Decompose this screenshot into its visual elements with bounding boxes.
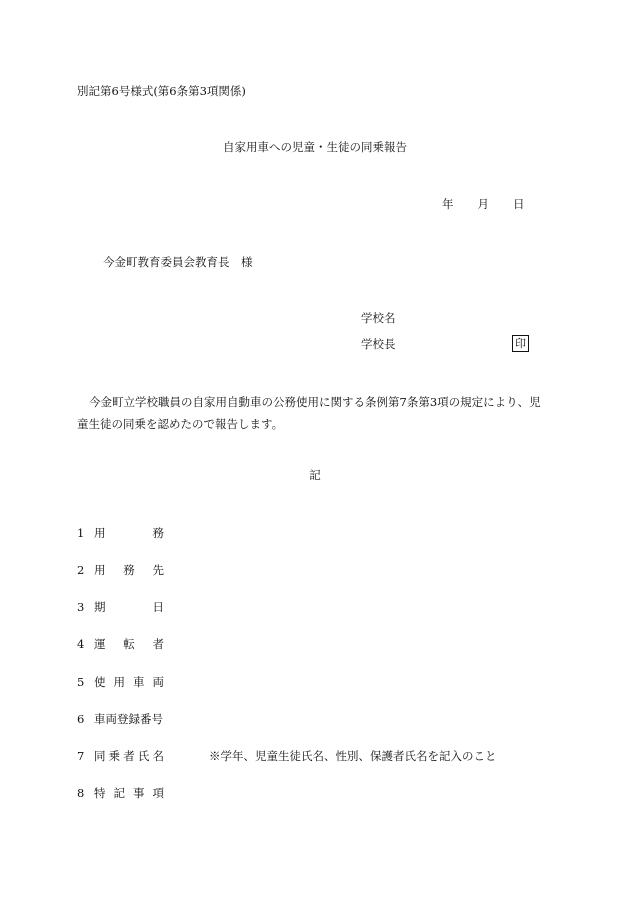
item-label-tokkijikou <box>94 786 164 802</box>
date-month-label: 月 <box>477 197 489 211</box>
label-char: 名 <box>152 749 164 763</box>
item-label-shiyousharyou <box>94 675 164 691</box>
date-year-label: 年 <box>442 197 454 211</box>
label-char: 転 <box>123 637 135 651</box>
item-label-youmu <box>94 526 164 542</box>
item-number: 1 <box>77 526 85 540</box>
item-label-kijitsu <box>94 600 164 616</box>
label-char: 用 <box>94 563 106 577</box>
label-char: 項 <box>152 786 164 800</box>
item-number: 3 <box>77 600 85 614</box>
label-char: 乗 <box>108 749 121 763</box>
label-char: 期 <box>94 600 106 614</box>
item-number: 7 <box>77 749 85 763</box>
item-number: 2 <box>77 563 85 577</box>
school-name-label: 学校名 <box>361 311 396 325</box>
label-char: 日 <box>152 600 164 614</box>
item-label-doujousha-shimei <box>94 749 164 765</box>
label-char: 用 <box>94 526 106 540</box>
report-body-text: 今金町立学校職員の自家用自動車の公務使用に関する条例第7条第3項の規定により、児童生徒の同乗を認めたので報告します。 <box>77 395 541 431</box>
label-char: 事 <box>133 786 145 800</box>
item-number: 4 <box>77 637 85 651</box>
date-day-label: 日 <box>513 197 525 211</box>
label-char: 特 <box>94 786 106 800</box>
item-label-youmusaki <box>94 563 164 579</box>
label-char: 両 <box>152 675 164 689</box>
label-char: 運 <box>94 637 106 651</box>
label-char: 車 <box>133 675 145 689</box>
item-number: 6 <box>77 712 85 726</box>
item-number: 5 <box>77 675 85 689</box>
label-char: 者 <box>123 749 135 763</box>
item-note: ※学年、児童生徒氏名、性別、保護者氏名を記入のこと <box>209 749 497 763</box>
date-line <box>442 197 525 213</box>
label-char: 務 <box>152 526 164 540</box>
label-char: 務 <box>123 563 135 577</box>
document-title: 自家用車への児童・生徒の同乗報告 <box>223 140 407 154</box>
label-char: 者 <box>152 637 164 651</box>
ki-heading: 記 <box>309 468 321 482</box>
seal-mark: 印 <box>512 335 529 352</box>
label-char: 先 <box>152 563 164 577</box>
addressee: 今金町教育委員会教育長 様 <box>103 255 253 269</box>
item-label-untensha <box>94 637 164 653</box>
form-number: 別記第6号様式(第6条第3項関係) <box>77 84 246 98</box>
label-char: 氏 <box>137 749 150 763</box>
item-number: 8 <box>77 786 85 800</box>
label-char: 同 <box>94 749 106 763</box>
principal-label: 学校長 <box>361 337 396 351</box>
label-char: 記 <box>113 786 125 800</box>
label-char: 使 <box>94 675 106 689</box>
label-char: 用 <box>113 675 125 689</box>
item-label-sharyou-touroku-bangou: 車両登録番号 <box>94 712 163 726</box>
